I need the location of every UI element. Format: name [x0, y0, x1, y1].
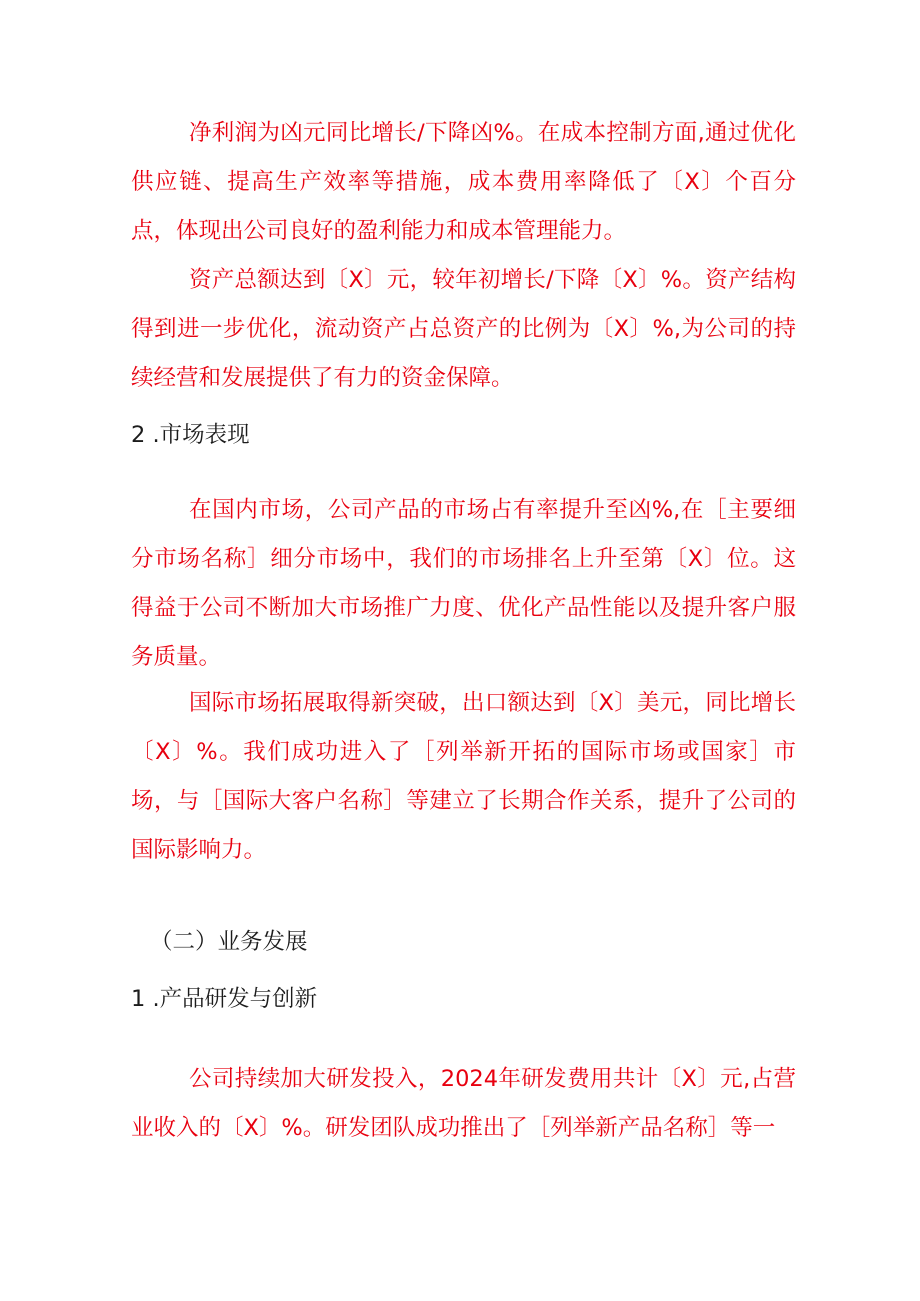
paragraph-domestic-market: 在国内市场，公司产品的市场占有率提升至凶%,在［主要细分市场名称］细分市场中，我们的市场排名上升至第〔X〕位。这得益于公司不断加大市场推广力度、优化产品性能以及提升客户服务质量。	[131, 497, 796, 670]
heading-product-rnd: 1 .产品研发与创新	[131, 986, 318, 1012]
paragraph-total-assets: 资产总额达到〔X〕元，较年初增长/下降〔X〕%。资产结构得到进一步优化，流动资产占总资产的比例为〔X〕%,为公司的持续经营和发展提供了有力的资金保障。	[131, 267, 796, 391]
heading-market-performance: 2 .市场表现	[131, 422, 250, 448]
paragraph-international-market: 国际市场拓展取得新突破，出口额达到〔X〕美元，同比增长〔X〕%。我们成功进入了［列举新开拓的国际市场或国家］市场，与［国际大客户名称］等建立了长期合作关系，提升了公司的国际影响力。	[131, 690, 796, 863]
paragraph-rnd-investment: 公司持续加大研发投入，2024年研发费用共计〔X〕元,占营业收入的〔X〕%。研发团队成功推出了［列举新产品名称］等一	[131, 1066, 796, 1141]
heading-business-development: （二）业务发展	[150, 929, 308, 955]
paragraph-net-profit: 净利润为凶元同比增长/下降凶%。在成本控制方面,通过优化供应链、提高生产效率等措施，成本费用率降低了〔X〕个百分点，体现出公司良好的盈利能力和成本管理能力。	[131, 120, 796, 244]
